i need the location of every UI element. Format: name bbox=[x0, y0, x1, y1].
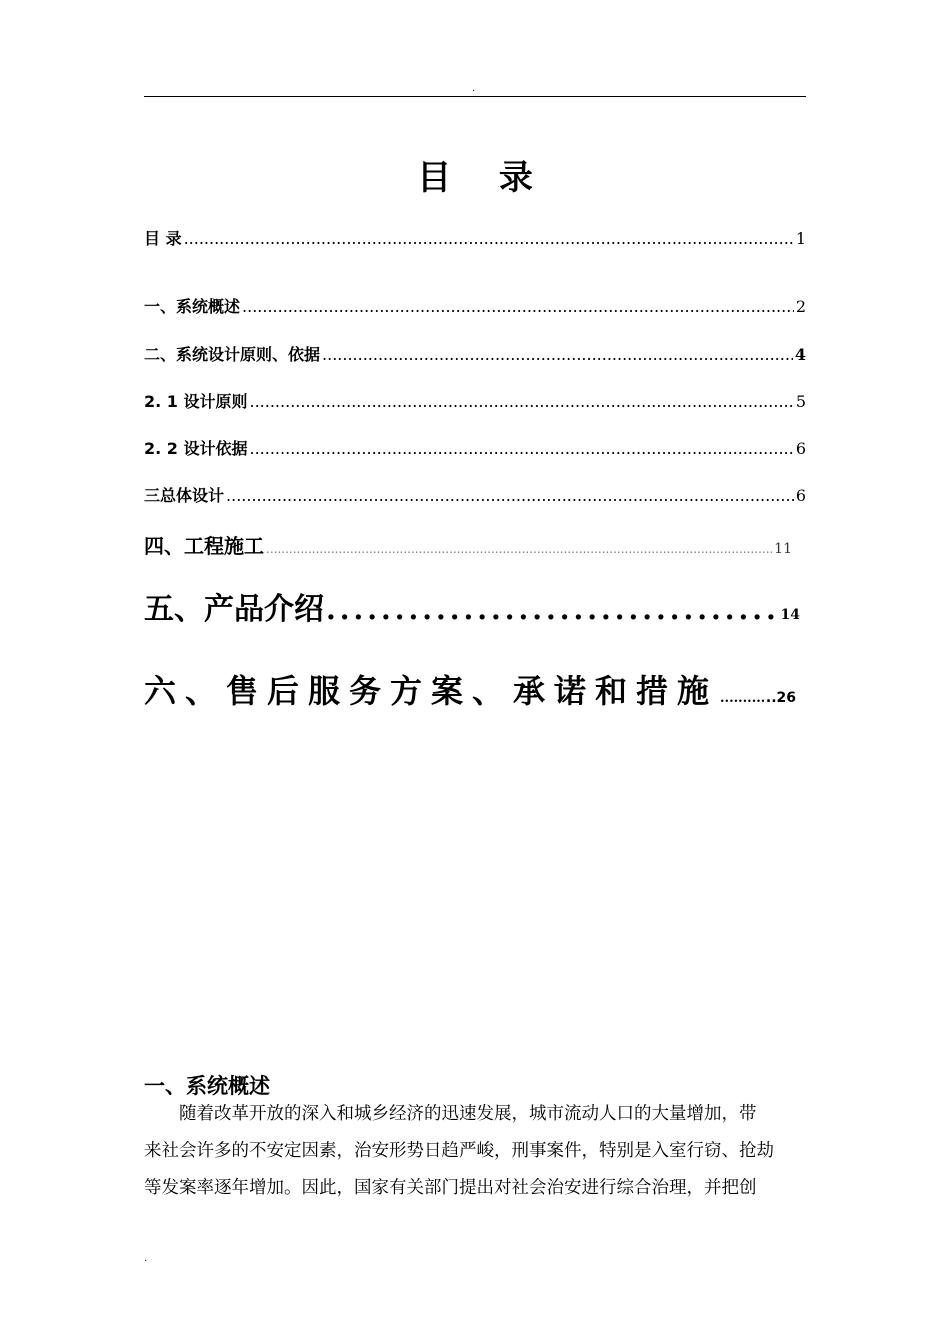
toc-entry-label: 四、工程施工 bbox=[144, 534, 264, 558]
toc-entry-page: 5 bbox=[795, 392, 806, 411]
toc-leader-dots bbox=[250, 439, 794, 458]
section-heading: 一、系统概述 bbox=[144, 1074, 270, 1098]
toc-entry[interactable] bbox=[144, 226, 806, 249]
toc-entry-page: 6 bbox=[795, 439, 806, 458]
body-line: 来社会许多的不安定因素，治安形势日趋严峻，刑事案件，特别是入室行窃、抢劫 bbox=[144, 1141, 774, 1161]
toc-entry-label: 2. 2 设计依据 bbox=[144, 439, 248, 458]
toc-entry-page: 1 bbox=[795, 229, 806, 248]
toc-entry[interactable] bbox=[144, 436, 806, 459]
toc-leader-dots bbox=[326, 593, 779, 626]
toc-entry-page: 2 bbox=[795, 297, 806, 316]
toc-leader-dots bbox=[242, 297, 794, 316]
toc-entry[interactable] bbox=[144, 584, 800, 628]
toc-entry-label: 三总体设计 bbox=[144, 486, 225, 505]
toc-entry-label: 二、系统设计原则、依据 bbox=[144, 345, 321, 364]
toc-entry-page: ..26 bbox=[765, 690, 796, 706]
toc-entry-label: 目 录 bbox=[144, 229, 182, 248]
toc-entry-label: 六、售后服务方案、承诺和措施 bbox=[144, 672, 719, 710]
toc-leader-dots bbox=[720, 691, 764, 706]
toc-entry-page: 4 bbox=[794, 345, 806, 364]
toc-entry-page: 6 bbox=[795, 486, 806, 505]
toc-entry-label: 五、产品介绍 bbox=[144, 592, 324, 627]
header-rule bbox=[144, 96, 806, 97]
toc-leader-dots bbox=[322, 345, 793, 364]
toc-leader-dots bbox=[250, 392, 794, 411]
toc-entry[interactable] bbox=[144, 483, 806, 506]
body-line: 等发案率逐年增加。因此，国家有关部门提出对社会治安进行综合治理，并把创 bbox=[144, 1178, 757, 1198]
toc-entry[interactable] bbox=[144, 666, 796, 712]
toc-entry-page: 14 bbox=[780, 607, 800, 623]
toc-leader-dots bbox=[226, 486, 794, 505]
footer-mark: . bbox=[144, 1253, 148, 1264]
header-mark: . bbox=[472, 83, 476, 94]
toc-leader-dots bbox=[184, 229, 794, 248]
body-paragraph bbox=[144, 1096, 810, 1207]
toc-entry[interactable] bbox=[144, 530, 792, 559]
toc-entry[interactable] bbox=[144, 294, 806, 317]
toc-entry-label: 一、系统概述 bbox=[144, 297, 241, 316]
toc-entry[interactable] bbox=[144, 389, 806, 412]
toc-title: 目 录 bbox=[417, 158, 551, 198]
body-line: 随着改革开放的深入和城乡经济的迅速发展，城市流动人口的大量增加，带 bbox=[179, 1104, 757, 1124]
toc-leader-dots bbox=[266, 542, 772, 556]
toc-entry[interactable] bbox=[144, 342, 806, 365]
toc-entry-page: 11 bbox=[774, 541, 792, 557]
toc-entry-label: 2. 1 设计原则 bbox=[144, 392, 248, 411]
